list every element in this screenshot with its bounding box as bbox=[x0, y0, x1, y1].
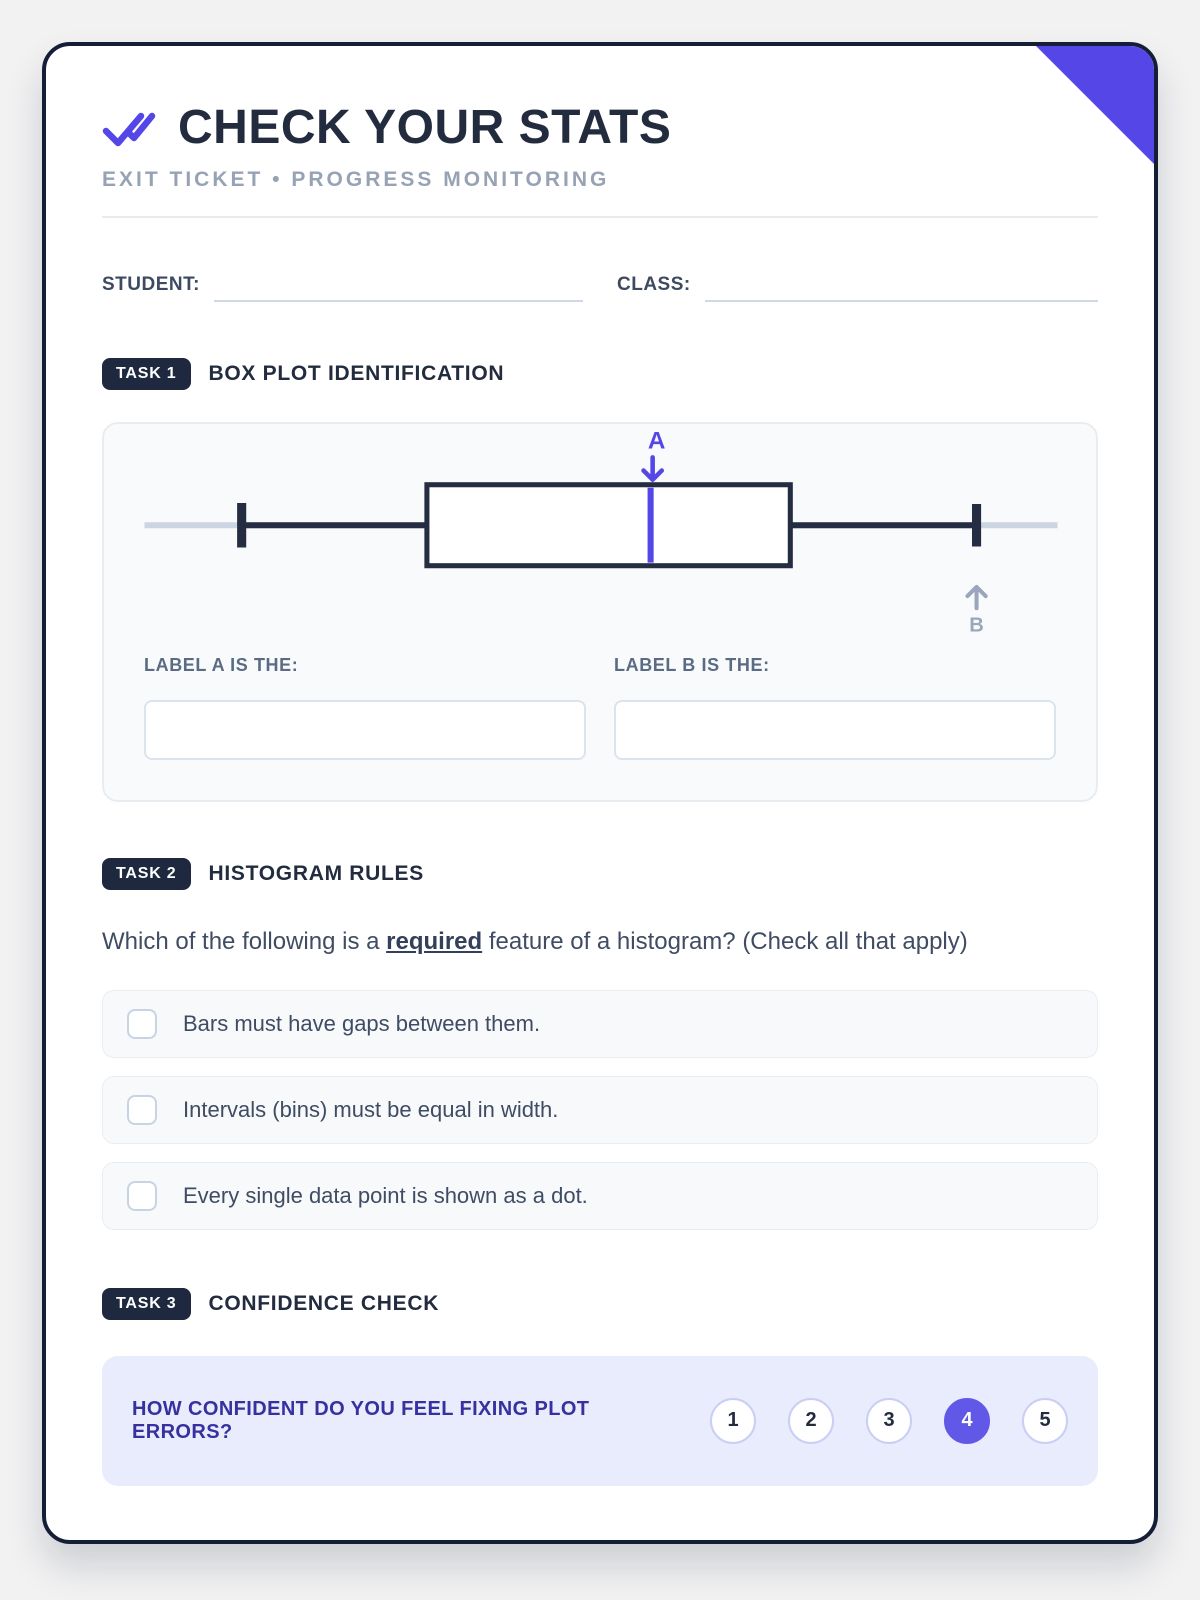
checkbox-icon[interactable] bbox=[127, 1095, 157, 1125]
label-b-input[interactable] bbox=[614, 700, 1056, 760]
arrow-down-icon bbox=[644, 457, 662, 479]
question-suffix: feature of a histogram? (Check all that apply) bbox=[482, 927, 968, 955]
box-plot-answers bbox=[104, 655, 1096, 760]
page-subtitle: EXIT TICKET • PROGRESS MONITORING bbox=[102, 168, 610, 191]
label-a-input[interactable] bbox=[144, 700, 586, 760]
task2-header bbox=[102, 858, 1098, 890]
histogram-option-3[interactable] bbox=[102, 1162, 1098, 1230]
student-input[interactable] bbox=[214, 268, 583, 302]
confidence-circle[interactable]: 2 bbox=[788, 1398, 834, 1444]
option-label: Every single data point is shown as a dot. bbox=[183, 1182, 588, 1208]
box-plot-panel bbox=[102, 422, 1098, 802]
double-check-icon bbox=[102, 105, 156, 151]
class-label: CLASS: bbox=[617, 274, 691, 295]
class-input[interactable] bbox=[705, 268, 1098, 302]
box-plot-figure bbox=[104, 424, 1096, 635]
confidence-question: HOW CONFIDENT DO YOU FEEL FIXING PLOT ERRORS? bbox=[132, 1397, 590, 1443]
task2-badge: TASK 2 bbox=[102, 858, 191, 890]
task3-header bbox=[102, 1288, 1098, 1320]
box-rect bbox=[427, 485, 790, 566]
task1-header bbox=[102, 358, 1098, 390]
confidence-circle[interactable]: 5 bbox=[1022, 1398, 1068, 1444]
histogram-option-1[interactable] bbox=[102, 990, 1098, 1058]
confidence-circle[interactable]: 3 bbox=[866, 1398, 912, 1444]
header-divider bbox=[102, 216, 1098, 218]
student-label: STUDENT: bbox=[102, 274, 200, 295]
meta-row bbox=[102, 268, 1098, 302]
header bbox=[102, 101, 1098, 154]
task2-title: HISTOGRAM RULES bbox=[208, 861, 424, 885]
histogram-options bbox=[102, 990, 1098, 1230]
histogram-option-2[interactable] bbox=[102, 1076, 1098, 1144]
task3-badge: TASK 3 bbox=[102, 1288, 191, 1320]
task3-title: CONFIDENCE CHECK bbox=[208, 1291, 440, 1315]
label-a-prompt: LABEL A IS THE: bbox=[144, 654, 299, 675]
question-prefix: Which of the following is a bbox=[102, 927, 387, 955]
box-plot-label-b: B bbox=[969, 614, 984, 635]
box-plot-label-a: A bbox=[647, 427, 666, 455]
confidence-circle[interactable]: 1 bbox=[710, 1398, 756, 1444]
checkbox-icon[interactable] bbox=[127, 1181, 157, 1211]
student-field bbox=[102, 268, 583, 302]
page-title: CHECK YOUR STATS bbox=[178, 101, 672, 154]
worksheet-card bbox=[42, 42, 1158, 1544]
confidence-scale bbox=[710, 1398, 1068, 1444]
confidence-panel bbox=[102, 1356, 1098, 1486]
answer-b-group bbox=[614, 655, 1056, 760]
option-label: Bars must have gaps between them. bbox=[183, 1010, 541, 1036]
checkbox-icon[interactable] bbox=[127, 1009, 157, 1039]
option-label: Intervals (bins) must be equal in width. bbox=[183, 1096, 559, 1122]
task1-title: BOX PLOT IDENTIFICATION bbox=[208, 362, 505, 385]
worksheet-content bbox=[46, 46, 1154, 1486]
confidence-circle[interactable]: 4 bbox=[944, 1398, 990, 1444]
task1-badge: TASK 1 bbox=[102, 358, 191, 390]
class-field bbox=[617, 268, 1098, 302]
histogram-question bbox=[102, 926, 1098, 958]
arrow-up-icon bbox=[967, 587, 985, 608]
question-emphasis: required bbox=[386, 927, 483, 955]
label-b-prompt: LABEL B IS THE: bbox=[614, 654, 770, 675]
answer-a-group bbox=[144, 655, 586, 760]
